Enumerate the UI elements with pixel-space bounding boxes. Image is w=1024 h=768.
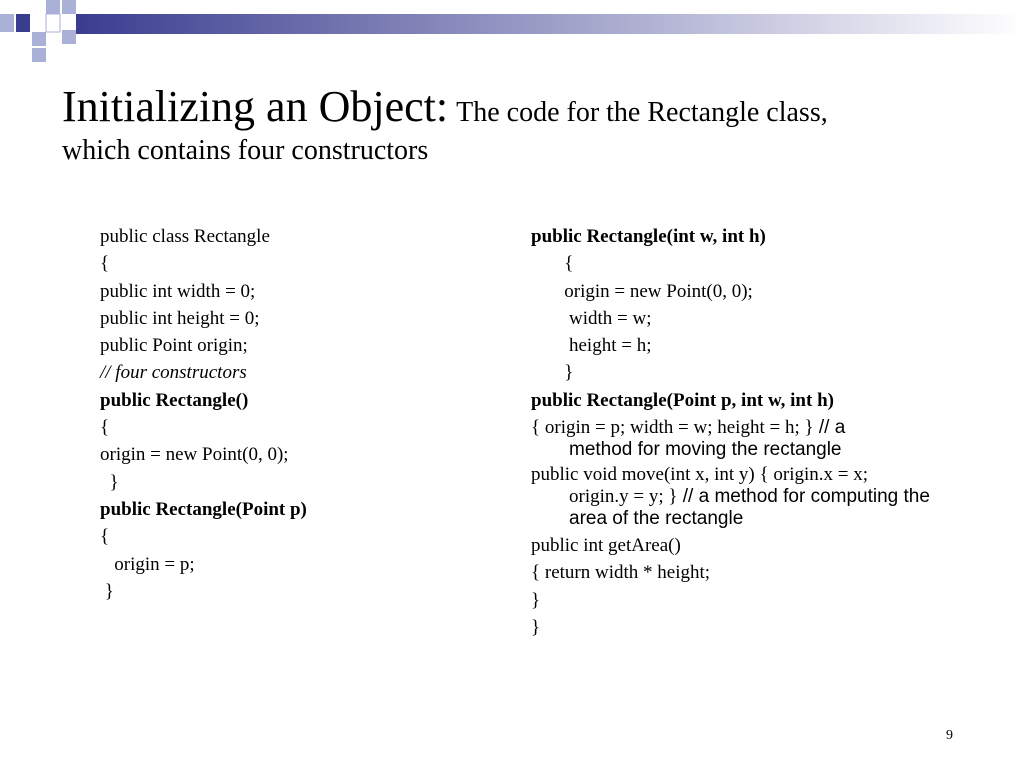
code-line: { (100, 417, 110, 439)
header-gradient-bar (76, 14, 1024, 34)
decorative-header-squares (0, 0, 1024, 64)
code-line: public Point origin; (100, 335, 248, 357)
title-subtitle: The code for the Rectangle class, (456, 97, 828, 128)
code-line: width = w; (531, 307, 652, 329)
code-line: } (100, 471, 119, 493)
code-text: origin.y = y; } (569, 486, 678, 508)
code-constructor: public Rectangle(Point p, int w, int h) (531, 389, 834, 411)
code-comment-continued: method for moving the rectangle (569, 439, 842, 461)
title-main: Initializing an Object: (62, 82, 449, 131)
code-line: } (531, 616, 541, 638)
code-line-wrapped (531, 417, 971, 461)
code-line: public int width = 0; (100, 280, 256, 302)
code-constructor: public Rectangle(int w, int h) (531, 226, 766, 247)
deco-square-2 (16, 14, 30, 32)
code-comment: // a (813, 417, 846, 439)
deco-square-6 (62, 30, 76, 44)
code-line: } (531, 589, 541, 611)
code-comment: // four constructors (100, 362, 247, 384)
code-line: height = h; (531, 335, 652, 357)
code-line: { return width * height; (531, 562, 711, 584)
deco-square-3 (46, 0, 60, 14)
code-text: { origin = p; width = w; height = h; } (531, 417, 814, 439)
deco-square-5 (32, 32, 46, 46)
code-line: { (100, 253, 110, 275)
deco-square-1 (0, 14, 14, 32)
code-text: public void move(int x, int y) { origin.x = x; (531, 464, 868, 486)
code-line: origin = new Point(0, 0); (100, 444, 289, 466)
code-line: public int height = 0; (100, 307, 260, 329)
title-subtitle-line2: which contains four constructors (62, 134, 429, 166)
code-comment: // a method for computing the area of the rectangle (569, 486, 930, 530)
code-line: } (531, 362, 574, 384)
deco-square-7 (32, 48, 46, 62)
code-line: public class Rectangle (100, 226, 270, 247)
slide-title (62, 82, 982, 167)
page-number: 9 (946, 728, 953, 743)
code-text-continued (531, 486, 971, 530)
code-line-wrapped (531, 464, 971, 530)
code-line: origin = p; (100, 553, 195, 575)
left-code-column (100, 223, 500, 605)
code-line: { (100, 526, 110, 548)
code-constructor: public Rectangle() (100, 389, 249, 411)
code-constructor: public Rectangle(Point p) (100, 498, 307, 520)
code-line: { (531, 253, 574, 275)
code-line: origin = new Point(0, 0); (531, 280, 753, 302)
code-line: public int getArea() (531, 535, 681, 557)
deco-square-4 (62, 0, 76, 14)
deco-square-8 (46, 14, 60, 32)
right-code-column (531, 223, 971, 641)
code-line: } (100, 580, 114, 602)
